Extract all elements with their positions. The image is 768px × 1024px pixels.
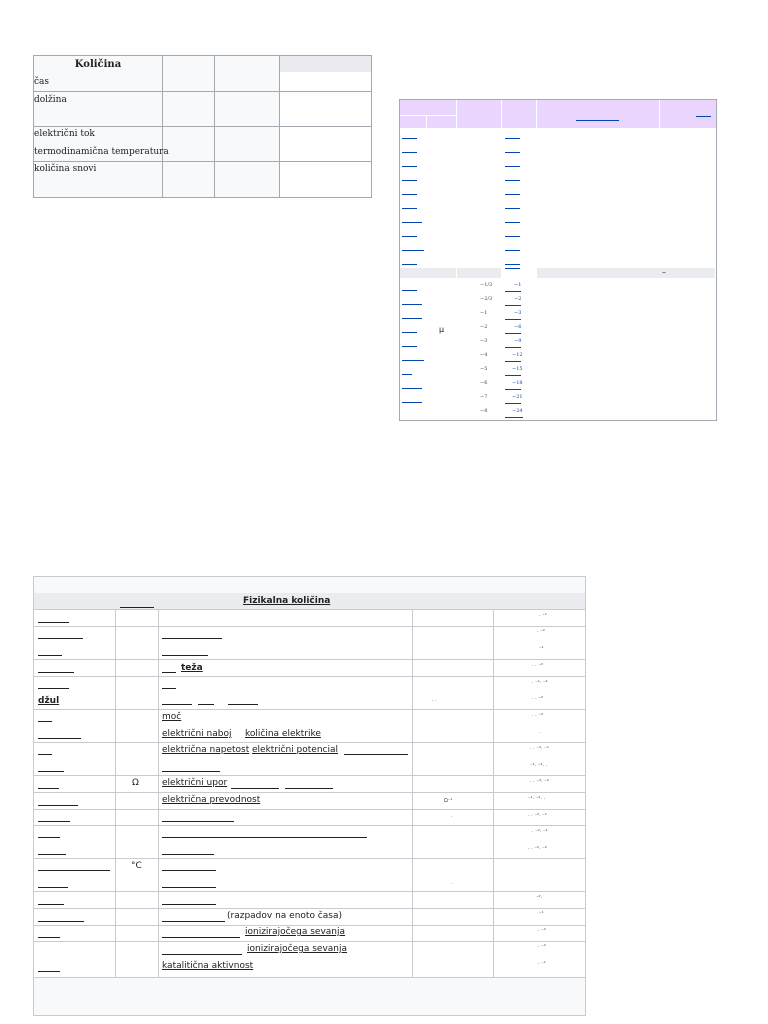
derived-units-table: Fizikalna količina džul Ω °C teža moč električni naboj količina elektrike električna napetost električni potencial električni upor električna prevodnost (razpadov na enoto časa) ionizirajočega sevanja ionizirajočega sevanja katalitična aktivnost · · Ω⁻¹ · · · ⁻¹ · ⁻² ⁻¹ · · ⁻² · ⁻¹· ⁻² · · ⁻² · · ⁻³ · · · ⁻³· ⁻¹ ⁻¹· ⁻²· · · · ⁻³· ⁻² ⁻¹· ⁻²· · · · ⁻²· ⁻¹ · ⁻²· ⁻¹ · · ⁻²· ⁻² ⁻²· ⁻¹ · ⁻² · ⁻² · ⁻¹ [33, 576, 586, 1016]
exponent: −3 [514, 310, 522, 316]
expression-dots: · · [432, 698, 437, 704]
quantity-decays-note: (razpadov na enoto časa) [227, 911, 342, 921]
dimension-expression: ⁻¹ [539, 646, 544, 652]
dimension-expression: ⁻¹· ⁻²· · [530, 763, 548, 769]
exponent: −5 [480, 366, 488, 372]
dimension-expression: · ⁻²· ⁻¹ [532, 829, 548, 835]
dimension-expression: · ⁻¹ [539, 613, 547, 619]
dimension-expression: · ⁻² [537, 629, 545, 635]
mu-symbol: μ [439, 325, 445, 334]
exponent: −21 [512, 394, 523, 400]
exponent: −12 [512, 352, 523, 358]
header-link[interactable] [576, 120, 619, 121]
dimension-expression: · · ⁻²· ⁻¹ [528, 813, 547, 819]
exponent: −1 [514, 282, 522, 288]
ohm-inverse: Ω⁻¹ [444, 798, 453, 804]
dimension-expression: · · ⁻² [532, 663, 544, 669]
quantity-catalytic-link[interactable]: katalitična aktivnost [162, 961, 254, 971]
dimension-expression: · ⁻² [538, 944, 546, 950]
dimension-expression: · · ⁻² [532, 696, 544, 702]
quantity-charge-link[interactable]: električni naboj [162, 729, 232, 739]
exponent: −3 [480, 338, 488, 344]
dimension-expression: · · ⁻³ [532, 713, 544, 719]
exponent: −1/3 [480, 282, 493, 288]
exponent: −2 [514, 296, 522, 302]
table1-row-temperature: termodinamična temperatura [34, 147, 169, 157]
exponent: −1 [480, 310, 488, 316]
celsius-symbol: °C [131, 861, 142, 871]
exponent: −15 [512, 366, 523, 372]
quantity-weight-link[interactable]: teža [181, 663, 203, 673]
quantity-electricity-link[interactable]: količina elektrike [245, 729, 321, 739]
exponent: −18 [512, 380, 523, 386]
table1-row-current: električni tok [34, 129, 95, 139]
prefix-table [399, 99, 717, 421]
header-physical-quantity[interactable]: Fizikalna količina [243, 596, 331, 606]
unit-joule-link[interactable]: džul [38, 696, 60, 706]
dimension-expression: · · ⁻²· ⁻² [528, 846, 547, 852]
dimension-expression: · · ⁻³· ⁻² [530, 779, 549, 785]
table1-row-length: dolžina [34, 95, 67, 105]
quantity-power-link[interactable]: moč [162, 712, 182, 722]
dimension-expression: ⁻¹· ⁻²· · [528, 796, 546, 802]
quantity-radiation-link-2[interactable]: ionizirajočega sevanja [247, 944, 348, 954]
dimension-expression: ⁻¹ [539, 911, 544, 917]
header-link[interactable] [696, 116, 711, 117]
exponent: −7 [480, 394, 488, 400]
ohm-symbol: Ω [132, 778, 139, 788]
exponent: −9 [514, 338, 522, 344]
exponent: −4 [480, 352, 488, 358]
dimension-expression: · [539, 730, 541, 736]
exponent: −2/3 [480, 296, 493, 302]
dimension-expression: · ⁻² [538, 928, 546, 934]
quantity-conductance-link[interactable]: električna prevodnost [162, 795, 261, 805]
quantity-radiation-link-1[interactable]: ionizirajočega sevanja [245, 927, 346, 937]
exponent: −6 [514, 324, 522, 330]
exponent: −8 [480, 408, 488, 414]
exponent: −2 [480, 324, 488, 330]
dimension-expression: · · ⁻³· ⁻¹ [530, 746, 549, 752]
exponent: −24 [512, 408, 523, 414]
quantity-potential-link[interactable]: električni potencial [252, 745, 338, 755]
quantity-voltage-link[interactable]: električna napetost [162, 745, 250, 755]
table1-header-quantity: Količina [74, 59, 122, 70]
quantity-resistance-link[interactable]: električni upor [162, 778, 228, 788]
dimension-expression: ⁻²· [536, 895, 543, 901]
base-quantities-table [33, 55, 372, 198]
dash-mark: – [662, 268, 666, 277]
table1-row-time: čas [34, 77, 50, 87]
dimension-expression: · ⁻¹ [538, 961, 546, 967]
exponent: −6 [480, 380, 488, 386]
dimension-expression: · ⁻¹· ⁻² [532, 680, 548, 686]
table1-row-amount: količina snovi [34, 164, 97, 174]
